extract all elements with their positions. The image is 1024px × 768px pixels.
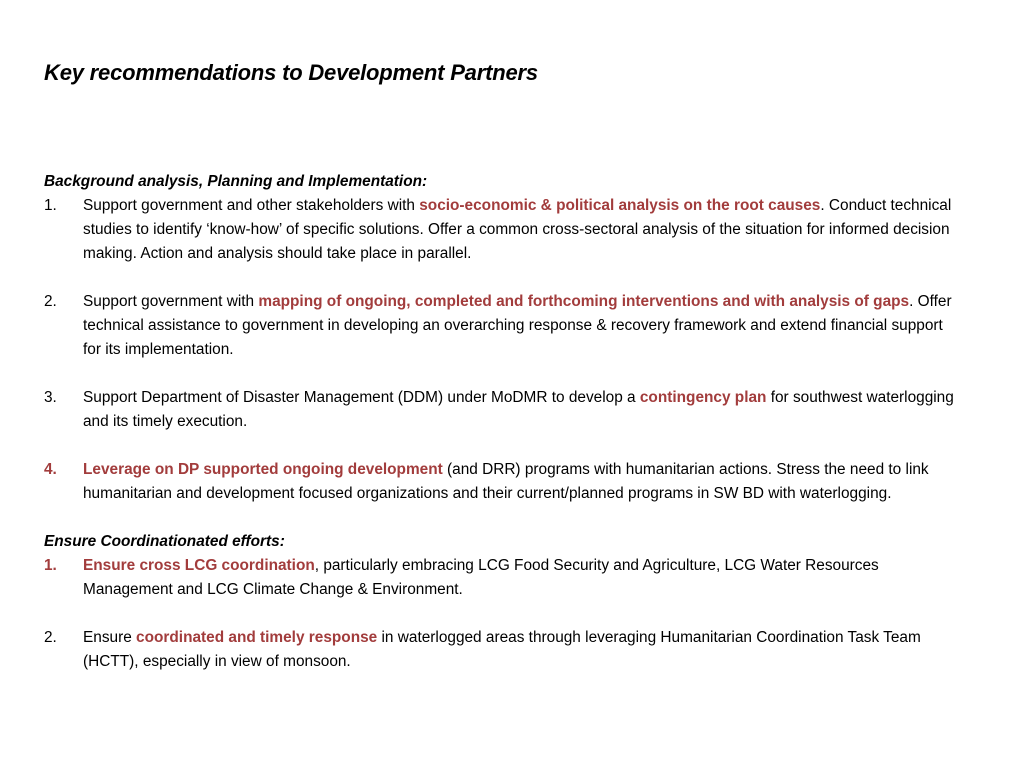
- item-highlight: Ensure cross LCG coordination: [83, 557, 315, 574]
- spacer: [44, 506, 964, 530]
- item-number: 3.: [44, 389, 57, 406]
- item-text-pre: Support government and other stakeholders with: [83, 197, 420, 214]
- slide-title: Key recommendations to Development Partners: [44, 60, 538, 85]
- item-text-pre: Support government with: [83, 293, 259, 310]
- item-number: 2.: [44, 293, 57, 310]
- list-item: [44, 458, 964, 506]
- list-item: [44, 626, 964, 674]
- recommendation-list-background: [44, 194, 964, 506]
- slide-content: [44, 170, 964, 674]
- item-number: 1.: [44, 557, 57, 574]
- list-item: [44, 290, 964, 362]
- item-highlight: mapping of ongoing, completed and forthcoming interventions and with analysis of gaps: [258, 293, 910, 310]
- section-heading-background: Background analysis, Planning and Implementation:: [44, 173, 428, 190]
- item-highlight: coordinated and timely response: [136, 629, 378, 646]
- item-text-post: in waterlogged areas through leveraging Humanitarian Coordination Task Team (HCTT), especially in view of monsoon.: [83, 629, 921, 670]
- item-text-post: . Conduct technical studies to identify ‘know-how’ of specific solutions. Offer a common cross-sectoral analysis of the situation for informed decision making. Action and analysis should take place in parallel.: [83, 197, 952, 262]
- section-heading-coordination: Ensure Coordinationated efforts:: [44, 533, 285, 550]
- list-item: [44, 554, 964, 602]
- item-number: 1.: [44, 197, 57, 214]
- item-highlight: Leverage on DP supported ongoing development: [83, 461, 443, 478]
- list-item: [44, 194, 964, 266]
- list-item: [44, 386, 964, 434]
- item-highlight: socio-economic & political analysis on the root causes: [419, 197, 821, 214]
- item-text-post: (and DRR) programs with humanitarian actions. Stress the need to link humanitarian and development focused organizations and their current/planned programs in SW BD with waterlogging.: [83, 461, 929, 502]
- item-number: 4.: [44, 461, 57, 478]
- recommendation-list-coordination: [44, 554, 964, 674]
- item-number: 2.: [44, 629, 57, 646]
- item-text-pre: Support Department of Disaster Management (DDM) under MoDMR to develop a: [83, 389, 640, 406]
- item-text-post: . Offer technical assistance to government in developing an overarching response & recovery framework and extend financial support for its implementation.: [83, 293, 952, 358]
- item-highlight: contingency plan: [639, 389, 767, 406]
- item-text-pre: Ensure: [83, 629, 137, 646]
- item-text-post: for southwest waterlogging and its timely execution.: [83, 389, 954, 430]
- item-text-post: , particularly embracing LCG Food Security and Agriculture, LCG Water Resources Management and LCG Climate Change & Environment.: [83, 557, 879, 598]
